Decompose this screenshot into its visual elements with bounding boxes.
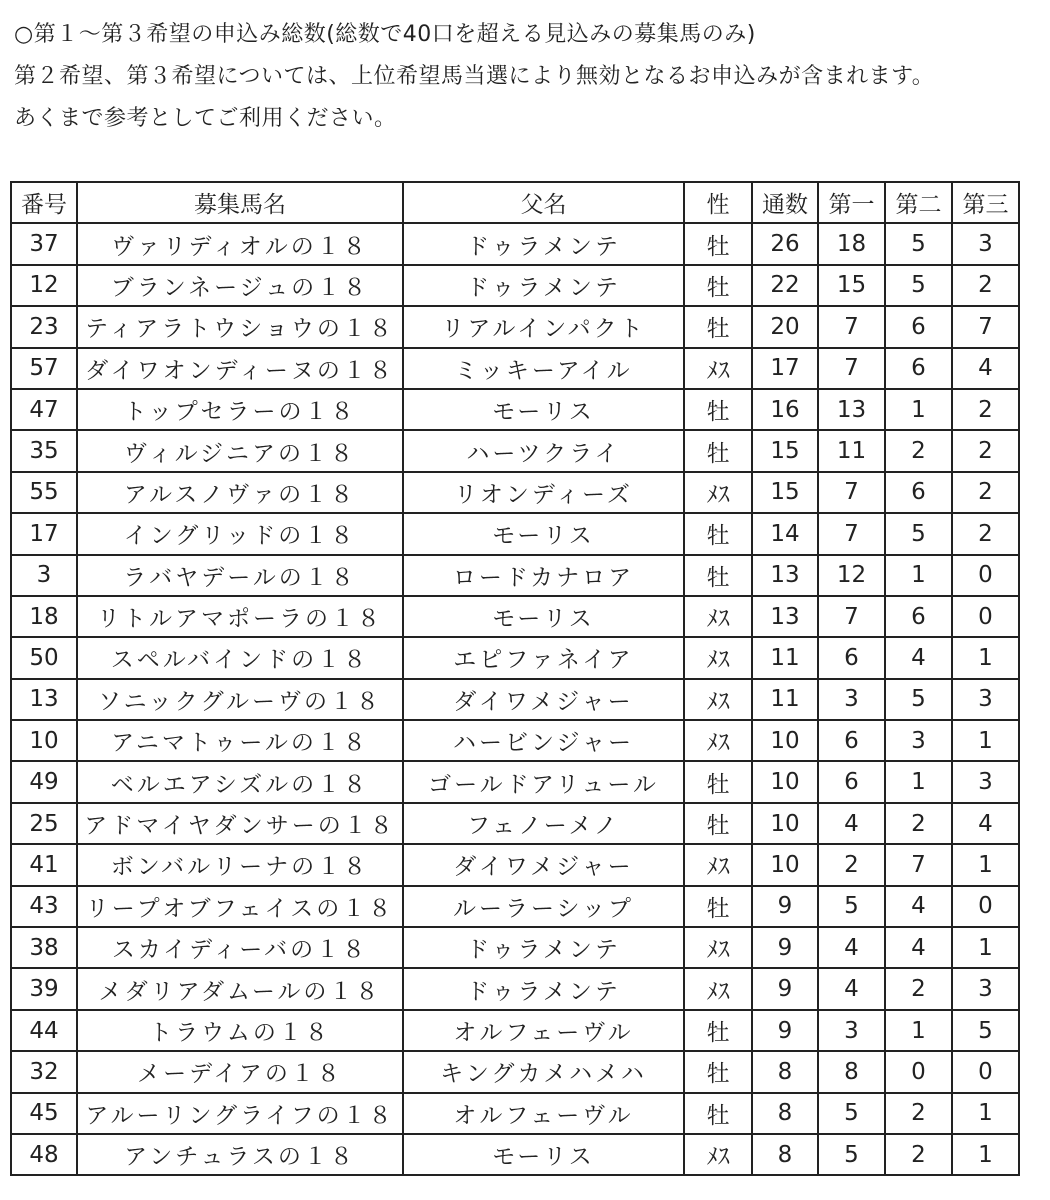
cell-number: 32 <box>11 1051 77 1092</box>
cell-second-choice: 4 <box>885 927 952 968</box>
cell-sire-name: オルフェーヴル <box>403 1010 684 1051</box>
cell-sex: ﾒｽ <box>684 637 752 678</box>
cell-second-choice: 1 <box>885 555 952 596</box>
cell-number: 25 <box>11 803 77 844</box>
cell-second-choice: 5 <box>885 679 952 720</box>
cell-sire-name: ハーツクライ <box>403 430 684 471</box>
cell-sire-name: ドゥラメンテ <box>403 968 684 1009</box>
cell-sex: 牡 <box>684 513 752 554</box>
cell-second-choice: 5 <box>885 265 952 306</box>
cell-number: 57 <box>11 348 77 389</box>
cell-second-choice: 2 <box>885 1134 952 1175</box>
cell-first-choice: 6 <box>818 720 885 761</box>
cell-second-choice: 1 <box>885 761 952 802</box>
cell-first-choice: 12 <box>818 555 885 596</box>
cell-sex: ﾒｽ <box>684 927 752 968</box>
cell-sire-name: ダイワメジャー <box>403 679 684 720</box>
cell-second-choice: 5 <box>885 223 952 264</box>
cell-sex: 牡 <box>684 306 752 347</box>
cell-sire-name: モーリス <box>403 1134 684 1175</box>
table-row <box>11 679 1019 720</box>
cell-horse-name: ラバヤデールの１８ <box>77 555 403 596</box>
cell-second-choice: 2 <box>885 803 952 844</box>
cell-horse-name: トラウムの１８ <box>77 1010 403 1051</box>
cell-number: 10 <box>11 720 77 761</box>
cell-sex: 牡 <box>684 223 752 264</box>
cell-third-choice: 1 <box>952 1134 1019 1175</box>
cell-horse-name: ソニックグルーヴの１８ <box>77 679 403 720</box>
table-header-row <box>11 182 1019 223</box>
table-row <box>11 886 1019 927</box>
cell-total: 8 <box>752 1093 818 1134</box>
cell-horse-name: スカイディーバの１８ <box>77 927 403 968</box>
cell-number: 13 <box>11 679 77 720</box>
cell-number: 12 <box>11 265 77 306</box>
cell-number: 38 <box>11 927 77 968</box>
cell-second-choice: 4 <box>885 886 952 927</box>
cell-horse-name: リトルアマポーラの１８ <box>77 596 403 637</box>
cell-third-choice: 4 <box>952 803 1019 844</box>
cell-horse-name: スペルバインドの１８ <box>77 637 403 678</box>
cell-sire-name: リオンディーズ <box>403 472 684 513</box>
table-row <box>11 1010 1019 1051</box>
cell-second-choice: 1 <box>885 1010 952 1051</box>
cell-first-choice: 7 <box>818 348 885 389</box>
cell-horse-name: ヴィルジニアの１８ <box>77 430 403 471</box>
cell-sire-name: オルフェーヴル <box>403 1093 684 1134</box>
cell-sex: ﾒｽ <box>684 596 752 637</box>
cell-second-choice: 2 <box>885 1093 952 1134</box>
cell-horse-name: ブランネージュの１８ <box>77 265 403 306</box>
cell-horse-name: リープオブフェイスの１８ <box>77 886 403 927</box>
cell-first-choice: 5 <box>818 886 885 927</box>
cell-second-choice: 6 <box>885 596 952 637</box>
cell-first-choice: 5 <box>818 1093 885 1134</box>
cell-sex: 牡 <box>684 761 752 802</box>
table-row <box>11 1051 1019 1092</box>
cell-total: 9 <box>752 886 818 927</box>
table-row <box>11 596 1019 637</box>
table-row <box>11 968 1019 1009</box>
cell-second-choice: 0 <box>885 1051 952 1092</box>
cell-total: 11 <box>752 679 818 720</box>
header-total: 通数 <box>752 182 818 223</box>
cell-first-choice: 7 <box>818 596 885 637</box>
table-row <box>11 223 1019 264</box>
table-row <box>11 513 1019 554</box>
cell-sire-name: ダイワメジャー <box>403 844 684 885</box>
cell-sire-name: ドゥラメンテ <box>403 927 684 968</box>
cell-sex: ﾒｽ <box>684 844 752 885</box>
cell-third-choice: 1 <box>952 927 1019 968</box>
intro-line-note: 第２希望、第３希望については、上位希望馬当選により無効となるお申込みが含まれます。 <box>14 64 935 89</box>
cell-horse-name: メーデイアの１８ <box>77 1051 403 1092</box>
cell-first-choice: 18 <box>818 223 885 264</box>
cell-total: 9 <box>752 968 818 1009</box>
cell-sex: ﾒｽ <box>684 472 752 513</box>
cell-third-choice: 7 <box>952 306 1019 347</box>
cell-sex: ﾒｽ <box>684 679 752 720</box>
cell-total: 17 <box>752 348 818 389</box>
cell-first-choice: 7 <box>818 306 885 347</box>
table-row <box>11 761 1019 802</box>
header-sex: 性 <box>684 182 752 223</box>
cell-number: 41 <box>11 844 77 885</box>
cell-number: 55 <box>11 472 77 513</box>
cell-horse-name: アルスノヴァの１８ <box>77 472 403 513</box>
cell-total: 20 <box>752 306 818 347</box>
cell-horse-name: メダリアダムールの１８ <box>77 968 403 1009</box>
cell-third-choice: 0 <box>952 555 1019 596</box>
header-number: 番号 <box>11 182 77 223</box>
cell-total: 8 <box>752 1134 818 1175</box>
cell-first-choice: 4 <box>818 803 885 844</box>
cell-number: 44 <box>11 1010 77 1051</box>
cell-first-choice: 13 <box>818 389 885 430</box>
cell-horse-name: ボンバルリーナの１８ <box>77 844 403 885</box>
cell-number: 45 <box>11 1093 77 1134</box>
cell-total: 9 <box>752 927 818 968</box>
cell-horse-name: トップセラーの１８ <box>77 389 403 430</box>
cell-third-choice: 3 <box>952 761 1019 802</box>
cell-first-choice: 4 <box>818 968 885 1009</box>
cell-horse-name: アドマイヤダンサーの１８ <box>77 803 403 844</box>
cell-third-choice: 2 <box>952 430 1019 471</box>
cell-third-choice: 2 <box>952 472 1019 513</box>
table-row <box>11 430 1019 471</box>
cell-number: 17 <box>11 513 77 554</box>
header-first-choice: 第一 <box>818 182 885 223</box>
cell-number: 23 <box>11 306 77 347</box>
cell-third-choice: 2 <box>952 265 1019 306</box>
cell-second-choice: 2 <box>885 430 952 471</box>
table-row <box>11 720 1019 761</box>
cell-horse-name: ダイワオンディーヌの１８ <box>77 348 403 389</box>
cell-sire-name: モーリス <box>403 596 684 637</box>
cell-number: 43 <box>11 886 77 927</box>
cell-third-choice: 2 <box>952 389 1019 430</box>
cell-third-choice: 5 <box>952 1010 1019 1051</box>
cell-first-choice: 7 <box>818 513 885 554</box>
cell-total: 10 <box>752 803 818 844</box>
cell-total: 10 <box>752 761 818 802</box>
cell-third-choice: 1 <box>952 637 1019 678</box>
cell-sire-name: ドゥラメンテ <box>403 265 684 306</box>
header-third-choice: 第三 <box>952 182 1019 223</box>
cell-sire-name: ルーラーシップ <box>403 886 684 927</box>
cell-sex: 牡 <box>684 430 752 471</box>
table-row <box>11 306 1019 347</box>
cell-first-choice: 2 <box>818 844 885 885</box>
cell-second-choice: 6 <box>885 348 952 389</box>
cell-horse-name: アニマトゥールの１８ <box>77 720 403 761</box>
cell-total: 15 <box>752 472 818 513</box>
cell-sex: ﾒｽ <box>684 968 752 1009</box>
cell-first-choice: 5 <box>818 1134 885 1175</box>
cell-third-choice: 1 <box>952 844 1019 885</box>
table-row <box>11 472 1019 513</box>
cell-horse-name: アンチュラスの１８ <box>77 1134 403 1175</box>
cell-third-choice: 0 <box>952 596 1019 637</box>
table-row <box>11 555 1019 596</box>
cell-number: 18 <box>11 596 77 637</box>
application-count-table <box>10 181 1020 1176</box>
cell-sire-name: ロードカナロア <box>403 555 684 596</box>
cell-second-choice: 3 <box>885 720 952 761</box>
table-row <box>11 927 1019 968</box>
table-row <box>11 844 1019 885</box>
cell-first-choice: 4 <box>818 927 885 968</box>
cell-sex: 牡 <box>684 886 752 927</box>
table-row <box>11 1134 1019 1175</box>
header-second-choice: 第二 <box>885 182 952 223</box>
cell-sire-name: ミッキーアイル <box>403 348 684 389</box>
cell-second-choice: 7 <box>885 844 952 885</box>
cell-horse-name: イングリッドの１８ <box>77 513 403 554</box>
cell-total: 9 <box>752 1010 818 1051</box>
intro-line-title: ○第１～第３希望の申込み総数(総数で40口を超える見込みの募集馬のみ) <box>14 22 756 47</box>
cell-number: 48 <box>11 1134 77 1175</box>
cell-total: 22 <box>752 265 818 306</box>
cell-third-choice: 4 <box>952 348 1019 389</box>
cell-second-choice: 1 <box>885 389 952 430</box>
cell-sex: 牡 <box>684 555 752 596</box>
cell-first-choice: 8 <box>818 1051 885 1092</box>
cell-third-choice: 3 <box>952 223 1019 264</box>
cell-total: 13 <box>752 596 818 637</box>
cell-sire-name: キングカメハメハ <box>403 1051 684 1092</box>
cell-number: 47 <box>11 389 77 430</box>
cell-sex: 牡 <box>684 389 752 430</box>
cell-number: 49 <box>11 761 77 802</box>
cell-sire-name: ドゥラメンテ <box>403 223 684 264</box>
cell-total: 15 <box>752 430 818 471</box>
intro-line-reference: あくまで参考としてご利用ください。 <box>14 106 397 131</box>
cell-second-choice: 2 <box>885 968 952 1009</box>
cell-third-choice: 3 <box>952 968 1019 1009</box>
cell-second-choice: 6 <box>885 306 952 347</box>
cell-sire-name: フェノーメノ <box>403 803 684 844</box>
cell-total: 16 <box>752 389 818 430</box>
cell-number: 50 <box>11 637 77 678</box>
cell-first-choice: 6 <box>818 637 885 678</box>
cell-total: 10 <box>752 844 818 885</box>
cell-number: 39 <box>11 968 77 1009</box>
table-row <box>11 637 1019 678</box>
cell-third-choice: 1 <box>952 1093 1019 1134</box>
cell-sex: 牡 <box>684 1051 752 1092</box>
cell-total: 8 <box>752 1051 818 1092</box>
cell-third-choice: 1 <box>952 720 1019 761</box>
cell-second-choice: 4 <box>885 637 952 678</box>
cell-total: 10 <box>752 720 818 761</box>
table-row <box>11 389 1019 430</box>
cell-sex: ﾒｽ <box>684 720 752 761</box>
cell-sire-name: モーリス <box>403 513 684 554</box>
cell-horse-name: ティアラトウショウの１８ <box>77 306 403 347</box>
cell-number: 35 <box>11 430 77 471</box>
cell-first-choice: 7 <box>818 472 885 513</box>
table-row <box>11 803 1019 844</box>
cell-horse-name: ベルエアシズルの１８ <box>77 761 403 802</box>
cell-sire-name: ハービンジャー <box>403 720 684 761</box>
cell-first-choice: 3 <box>818 1010 885 1051</box>
cell-first-choice: 3 <box>818 679 885 720</box>
cell-number: 37 <box>11 223 77 264</box>
cell-sex: 牡 <box>684 803 752 844</box>
cell-total: 26 <box>752 223 818 264</box>
cell-sex: 牡 <box>684 1010 752 1051</box>
cell-sire-name: ゴールドアリュール <box>403 761 684 802</box>
cell-third-choice: 3 <box>952 679 1019 720</box>
cell-second-choice: 5 <box>885 513 952 554</box>
cell-total: 11 <box>752 637 818 678</box>
cell-total: 13 <box>752 555 818 596</box>
cell-horse-name: アルーリングライフの１８ <box>77 1093 403 1134</box>
table-row <box>11 1093 1019 1134</box>
cell-sire-name: エピファネイア <box>403 637 684 678</box>
cell-sex: 牡 <box>684 265 752 306</box>
cell-sex: ﾒｽ <box>684 1134 752 1175</box>
header-horse-name: 募集馬名 <box>77 182 403 223</box>
cell-third-choice: 0 <box>952 886 1019 927</box>
cell-second-choice: 6 <box>885 472 952 513</box>
cell-number: 3 <box>11 555 77 596</box>
cell-first-choice: 15 <box>818 265 885 306</box>
cell-sire-name: モーリス <box>403 389 684 430</box>
cell-sex: 牡 <box>684 1093 752 1134</box>
cell-first-choice: 6 <box>818 761 885 802</box>
cell-horse-name: ヴァリディオルの１８ <box>77 223 403 264</box>
cell-third-choice: 0 <box>952 1051 1019 1092</box>
table-row <box>11 348 1019 389</box>
intro-text <box>14 14 1038 140</box>
cell-first-choice: 11 <box>818 430 885 471</box>
header-sire-name: 父名 <box>403 182 684 223</box>
cell-sex: ﾒｽ <box>684 348 752 389</box>
cell-third-choice: 2 <box>952 513 1019 554</box>
cell-sire-name: リアルインパクト <box>403 306 684 347</box>
cell-total: 14 <box>752 513 818 554</box>
table-row <box>11 265 1019 306</box>
